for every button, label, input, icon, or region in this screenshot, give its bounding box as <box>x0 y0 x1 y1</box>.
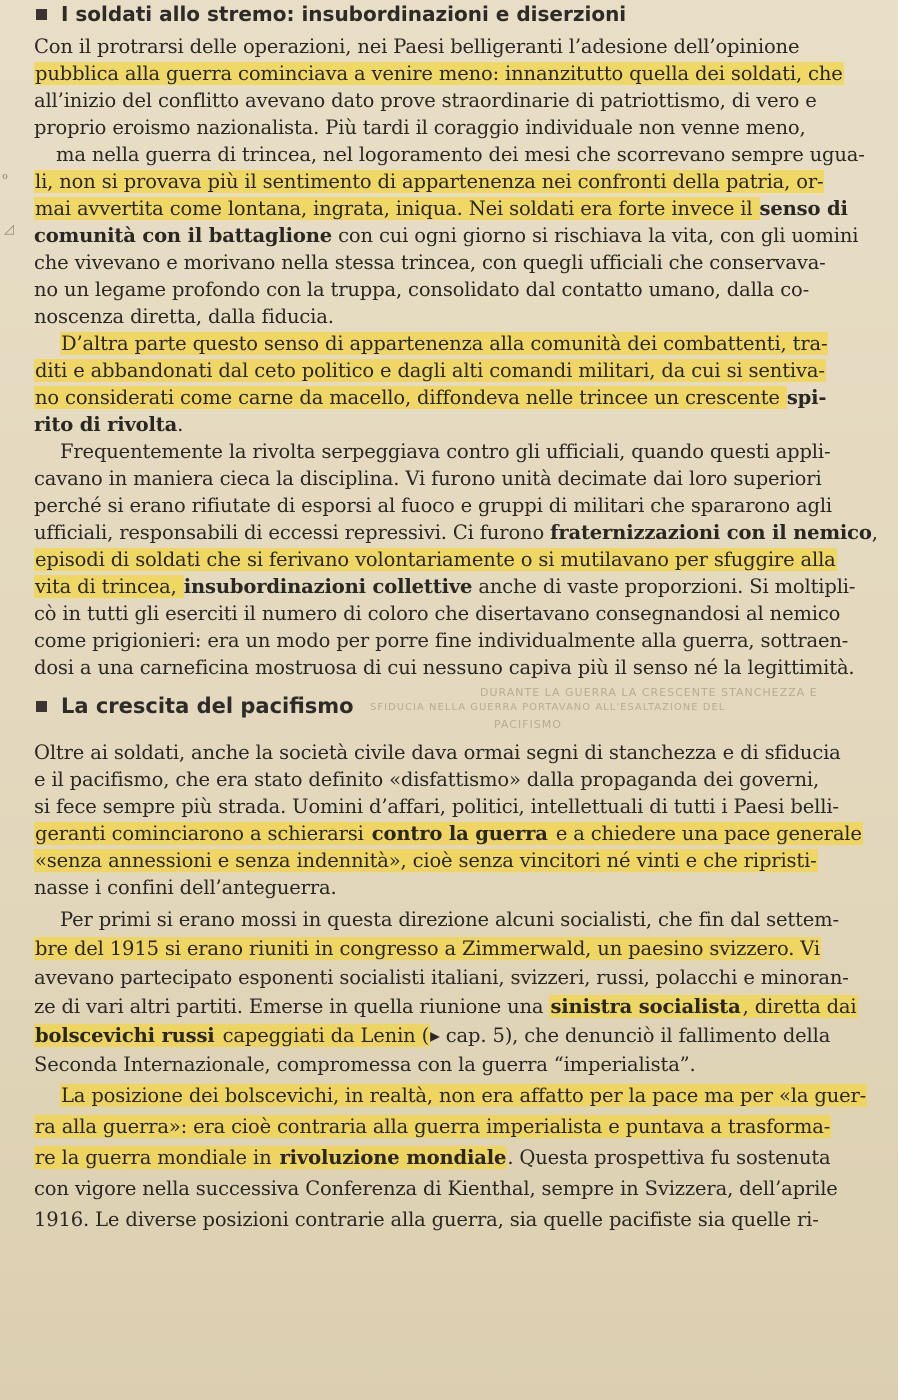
section-title: I soldati allo stremo: insubordinazioni e diserzioni <box>61 2 627 26</box>
text-line <box>34 63 844 85</box>
highlight: D’altra parte questo senso di appartenenza alla comunità dei combattenti, tra- <box>61 332 828 355</box>
highlight: e a chiedere una pace generale <box>549 822 862 845</box>
text-line <box>34 823 863 845</box>
text-line: no un legame profondo con la truppa, consolidato dal contatto umano, dalla co- <box>34 278 810 301</box>
highlight: ra alla guerra»: era cioè contraria alla guerra imperialista e puntava a trasforma- <box>35 1115 831 1138</box>
text-line <box>34 171 824 193</box>
bold-term: contro la guerra <box>371 822 548 845</box>
text-span: anche di vaste proporzioni. Si moltipli- <box>472 575 856 598</box>
text-line: Oltre ai soldati, anche la società civile dava ormai segni di stanchezza e di sfiducia <box>34 741 841 764</box>
text-line <box>34 938 821 960</box>
text-line: e il pacifismo, che era stato definito «disfattismo» dalla propaganda dei governi, <box>34 768 820 791</box>
text-line <box>34 360 826 382</box>
text-line <box>34 549 837 571</box>
text-line: avevano partecipato esponenti socialisti italiani, svizzeri, russi, polacchi e minoran- <box>34 966 849 989</box>
text-line: si fece sempre più strada. Uomini d’affari, politici, intellettuali di tutti i Paesi belli- <box>34 795 839 818</box>
text-line <box>34 414 183 436</box>
text-span: . <box>177 413 184 436</box>
section-heading-pacifismo <box>36 694 354 718</box>
bold-term: rivoluzione mondiale <box>279 1146 507 1169</box>
text-line: 1916. Le diverse posizioni contrarie alla guerra, sia quelle pacifiste sia quelle ri- <box>34 1208 819 1231</box>
highlight: mai avvertita come lontana, ingrata, iniqua. Nei soldati era forte invece il <box>35 197 759 220</box>
text-line <box>34 576 855 598</box>
text-line: ma nella guerra di trincea, nel logoramento dei mesi che scorrevano sempre ugua- <box>56 143 865 166</box>
highlight: pubblica alla guerra cominciava a venire meno: innanzitutto quella dei soldati, che <box>35 62 843 85</box>
highlight: , diretta dai <box>742 995 857 1018</box>
highlight: re la guerra mondiale in <box>35 1146 278 1169</box>
text-line: Per primi si erano mossi in questa direzione alcuni socialisti, che fin dal settem- <box>60 908 839 931</box>
highlight: geranti cominciarono a schierarsi <box>35 822 370 845</box>
text-line: cò in tutti gli eserciti il numero di coloro che disertavano consegnandosi al nemico <box>34 602 841 625</box>
heading-bullet-icon <box>36 9 47 20</box>
highlight: «senza annessioni e senza indennità», cioè senza vincitori né vinti e che ripristi- <box>35 849 817 872</box>
text-line <box>34 850 818 872</box>
text-line: noscenza diretta, dalla fiducia. <box>34 305 334 328</box>
text-line: dosi a una carneficina mostruosa di cui nessuno capiva più il senso né la legittimità. <box>34 656 855 679</box>
text-line: cavano in maniera cieca la disciplina. Vi furono unità decimate dai loro superiori <box>34 467 822 490</box>
text-line: come prigionieri: era un modo per porre fine individualmente alla guerra, sottraen- <box>34 629 849 652</box>
text-line <box>34 1147 831 1169</box>
bold-term: comunità con il battaglione <box>34 224 333 247</box>
heading-bullet-icon <box>36 701 47 712</box>
highlight: La posizione dei bolscevichi, in realtà, non era affatto per la pace ma per «la guer- <box>61 1084 867 1107</box>
highlight: vita di trincea, <box>35 575 183 598</box>
pencil-note: DURANTE LA GUERRA LA CRESCENTE STANCHEZZA E <box>480 686 818 699</box>
text-line: perché si erano rifiutate di esporsi al fuoco e gruppi di militari che spararono agli <box>34 494 832 517</box>
highlight: capeggiati da Lenin ( <box>216 1024 430 1047</box>
section-heading-soldati <box>36 2 626 26</box>
text-span: . Questa prospettiva fu sostenuta <box>507 1146 831 1169</box>
bold-term: bolscevichi russi <box>35 1024 215 1047</box>
highlight: no considerati come carne da macello, diffondeva nelle trincee un crescente <box>35 386 786 409</box>
text-line: con vigore nella successiva Conferenza di Kienthal, sempre in Svizzera, dell’aprile <box>34 1177 838 1200</box>
bold-term: spi- <box>786 386 827 409</box>
margin-pen-mark-icon: ℴ <box>2 168 9 183</box>
highlight: episodi di soldati che si ferivano volontariamente o si mutilavano per sfuggire alla <box>35 548 836 571</box>
arrow-icon: ▸ <box>430 1024 440 1047</box>
text-line <box>34 1025 830 1047</box>
text-line <box>34 996 858 1018</box>
text-line <box>34 522 878 544</box>
highlight: diti e abbandonati dal ceto politico e dagli alti comandi militari, da cui si sentiva- <box>35 359 825 382</box>
bold-term: sinistra socialista <box>550 995 741 1018</box>
text-line: proprio eroismo nazionalista. Più tardi il coraggio individuale non venne meno, <box>34 116 806 139</box>
pencil-note: SFIDUCIA NELLA GUERRA PORTAVANO ALL'ESALTAZIONE DEL <box>370 702 726 713</box>
bold-term: rito di rivolta <box>34 413 178 436</box>
text-line: Frequentemente la rivolta serpeggiava contro gli ufficiali, quando questi appli- <box>60 440 831 463</box>
highlight: li, non si provava più il sentimento di appartenenza nei confronti della patria, or- <box>35 170 824 193</box>
text-span: , <box>871 521 878 544</box>
text-line <box>34 387 826 409</box>
text-line <box>60 333 828 355</box>
text-line: che vivevano e morivano nella stessa trincea, con quegli ufficiali che conservava- <box>34 251 826 274</box>
pencil-note: PACIFISMO <box>494 718 562 731</box>
section-title: La crescita del pacifismo <box>61 694 354 718</box>
margin-pen-mark-icon: ◿ <box>4 222 14 237</box>
bold-term: insubordinazioni collettive <box>183 575 473 598</box>
text-line: Seconda Internazionale, compromessa con la guerra “imperialista”. <box>34 1053 696 1076</box>
text-line: nasse i confini dell’anteguerra. <box>34 876 337 899</box>
text-line: Con il protrarsi delle operazioni, nei Paesi belligeranti l’adesione dell’opinione <box>34 35 800 58</box>
text-line <box>34 225 858 247</box>
text-span: ufficiali, responsabili di eccessi repressivi. Ci furono <box>34 521 551 544</box>
text-line <box>34 1116 831 1138</box>
bold-term: senso di <box>759 197 848 220</box>
highlight: bre del 1915 si erano riuniti in congresso a Zimmerwald, un paesino svizzero. Vi <box>35 937 820 960</box>
text-span: cap. 5), che denunciò il fallimento della <box>439 1024 831 1047</box>
text-span: con cui ogni giorno si rischiava la vita, con gli uomini <box>332 224 859 247</box>
text-span: ze di vari altri partiti. Emerse in quella riunione una <box>34 995 550 1018</box>
text-line: all’inizio del conflitto avevano dato prove straordinarie di patriottismo, di vero e <box>34 89 817 112</box>
text-line <box>34 198 848 220</box>
bold-term: fraternizzazioni con il nemico <box>550 521 872 544</box>
text-line <box>60 1085 867 1107</box>
